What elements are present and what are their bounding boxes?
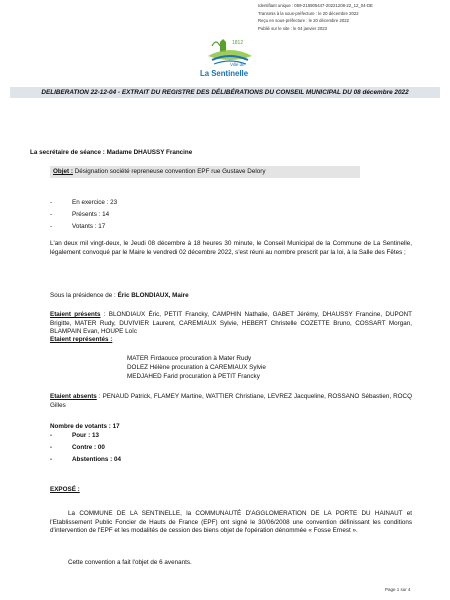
absents-paragraph [50, 393, 412, 410]
expose-paragraph-2: Cette convention a fait l'objet de 6 avenants. [68, 559, 192, 566]
presents-paragraph [50, 311, 412, 337]
vote-row [50, 456, 121, 465]
metadata-header [258, 2, 373, 32]
absents-text: : PENAUD Patrick, FLAMEY Martine, WATTIER Christiane, LEVREZ Jacqueline, ROSSANO Sébastien, ROCQ Gilles [50, 393, 412, 409]
representes-label: Etaient représentés : [50, 336, 113, 343]
representes-item: MEDJAHED Farid procuration à PETIT Francky [127, 373, 260, 380]
votes-title: Nombre de votants : 17 [50, 423, 120, 430]
meta-line: Reçu en sous-préfecture : le 20 décembre 2022 [258, 18, 350, 24]
objet-line [53, 168, 265, 177]
logo-name: La Sentinelle [199, 69, 249, 78]
intro-paragraph: L'an deux mil vingt-deux, le Jeudi 08 décembre à 18 heures 30 minute, le Conseil Municipal de la Commune de La Sentinelle, légalement convoqué par le Maire le vendredi 02 décembre 2022, s'est réuni au nombre prescrit par la loi, à la Salle des Fêtes ; [50, 240, 412, 256]
count-row [50, 199, 118, 208]
objet-label: Objet : [53, 168, 73, 175]
meta-line: Transmis à la sous-préfecture : le 20 décembre 2022 [258, 10, 359, 16]
count-row [50, 211, 110, 220]
logo-year: 1812 [232, 40, 244, 46]
absents-label: Etaient absents [50, 393, 97, 400]
vote-bullet: - [50, 444, 53, 451]
count-text: En exercice : 23 [72, 199, 118, 206]
vote-row [50, 432, 99, 441]
meta-line: Identifiant unique : 059-215905447-20221208-22_12_04-DE [258, 3, 373, 8]
page-number: Page 1 sur 4 [385, 587, 411, 592]
presidence-label: Sous la présidence de : [50, 292, 118, 299]
presents-text: : BLONDIAUX Éric, PETIT Francky, CAMPHIN Nathalie, GABET Jérémy, DHAUSSY Francine, DUPONT Brigitte, MATER Rudy, DUVIVIER Laurent, CAREMIAUX Sylvie, HEBERT Christelle COZETTE Bruno, COSSART Morgan, BLAMPAIN Evan, HOUPE Loïc [50, 311, 412, 336]
count-bullet: - [50, 211, 53, 218]
representes-item: MATER Firdaouce procuration à Mater Rudy [127, 355, 252, 362]
count-row [50, 223, 106, 232]
vote-text: Contre : 00 [72, 444, 105, 451]
vote-row [50, 444, 105, 453]
vote-bullet: - [50, 432, 53, 439]
count-text: Votants : 17 [72, 223, 106, 230]
presents-label: Etaient présents [50, 311, 101, 318]
vote-text: Abstentions : 04 [72, 456, 121, 463]
vote-text: Pour : 13 [72, 432, 99, 439]
count-bullet: - [50, 223, 53, 230]
count-bullet: - [50, 199, 53, 206]
meta-line: Publié sur le site : le 04 janvier 2023 [258, 25, 328, 31]
vote-bullet: - [50, 456, 53, 463]
count-text: Présents : 14 [72, 211, 110, 218]
expose-paragraph: La COMMUNE DE LA SENTINELLE, la COMMUNAUTÉ D'AGGLOMERATION DE LA PORTE DU HAINAUT et l'Etablissement Public Foncier de Hauts de France (EPF) ont signé le 30/06/2008 une convention définissant les conditions d'intervention de l'EPF et les modalités de cession des biens objet de l'opération dénommée « Fosse Ernest ». [50, 510, 412, 535]
objet-text: Désignation société repreneuse convention EPF rue Gustave Delory [72, 168, 266, 175]
logo-ville-text: Ville de [230, 62, 245, 67]
presidence-name: Éric BLONDIAUX, Maire [117, 292, 189, 299]
representes-item: DOLEZ Hélène procuration à CAREMIAUX Sylvie [127, 364, 266, 371]
deliberation-title-banner: DELIBERATION 22-12-04 - EXTRAIT DU REGISTRE DES DÉLIBÉRATIONS DU CONSEIL MUNICIPAL DU 08 décembre 2022 [10, 87, 440, 98]
secretaire-line: La secrétaire de séance : Madame DHAUSSY Francine [30, 149, 193, 156]
presidence-line [50, 292, 189, 301]
expose-title: EXPOSÉ : [50, 486, 80, 493]
